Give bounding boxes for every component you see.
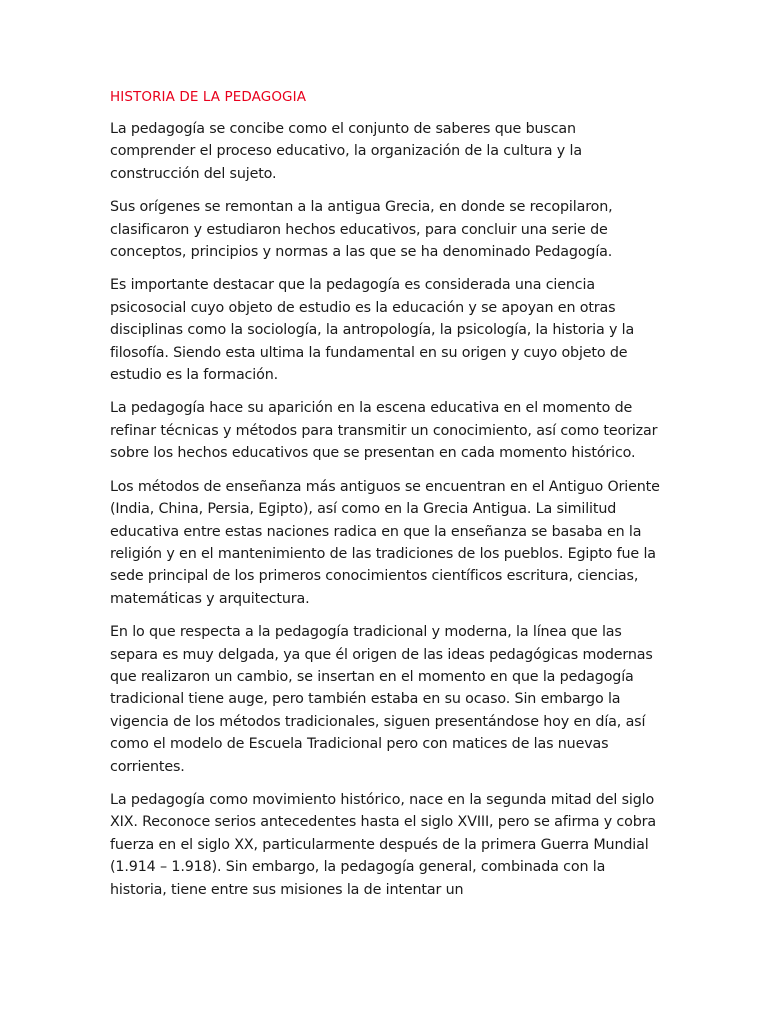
paragraph-definition: La pedagogía se concibe como el conjunto de saberes que buscan comprender el proceso educativo, la organización de la cultura y la construcción del sujeto. (110, 121, 582, 182)
paragraph-psychosocial-science: Es importante destacar que la pedagogía es considerada una ciencia psicosocial cuyo objeto de estudio es la educación y se apoyan en otras disciplinas como la sociología, la antropología, la psicología, la historia y la filosofía. Siendo esta ultima la fundamental en su origen y cuyo objeto de estudio es la formación. (110, 277, 635, 384)
document-title: HISTORIA DE LA PEDAGOGIA (110, 89, 307, 105)
paragraph-ancient-methods: Los métodos de enseñanza más antiguos se encuentran en el Antiguo Oriente (India, China, Persia, Egipto), así como en la Grecia Antigua. La similitud educativa entre estas naciones radica en que la enseñanza se basaba en la religión y en el mantenimiento de las tradiciones de los pueblos. Egipto fue la sede principal de los primeros conocimientos científicos escritura, ciencias, matemáticas y arquitectura. (110, 478, 660, 607)
paragraph-historical-movement: La pedagogía como movimiento histórico, nace en la segunda mitad del siglo XIX. Reconoce serios antecedentes hasta el siglo XVIII, pero se afirma y cobra fuerza en el siglo XX, particularmente después de la primera Guerra Mundial (1.914 – 1.918). Sin embargo, la pedagogía general, combinada con la historia, tiene entre sus misiones la de intentar un (110, 791, 656, 898)
paragraph-appearance: La pedagogía hace su aparición en la escena educativa en el momento de refinar técnicas y métodos para transmitir un conocimiento, así como teorizar sobre los hechos educativos que se presentan en cada momento histórico. (110, 400, 658, 462)
paragraph-traditional-modern: En lo que respecta a la pedagogía tradicional y moderna, la línea que las separa es muy delgada, ya que él origen de las ideas pedagógicas modernas que realizaron un cambio, se insertan en el momento en que la pedagogía tradicional tiene auge, pero también estaba en su ocaso. Sin embargo la vigencia de los métodos tradicionales, siguen presentándose hoy en día, así como el modelo de Escuela Tradicional pero con matices de las nuevas corrientes. (110, 624, 653, 775)
paragraph-origins: Sus orígenes se remontan a la antigua Grecia, en donde se recopilaron, clasificaron y estudiaron hechos educativos, para concluir una serie de conceptos, principios y normas a las que se ha denominado Pedagogía. (110, 199, 613, 261)
document-body (110, 86, 662, 912)
